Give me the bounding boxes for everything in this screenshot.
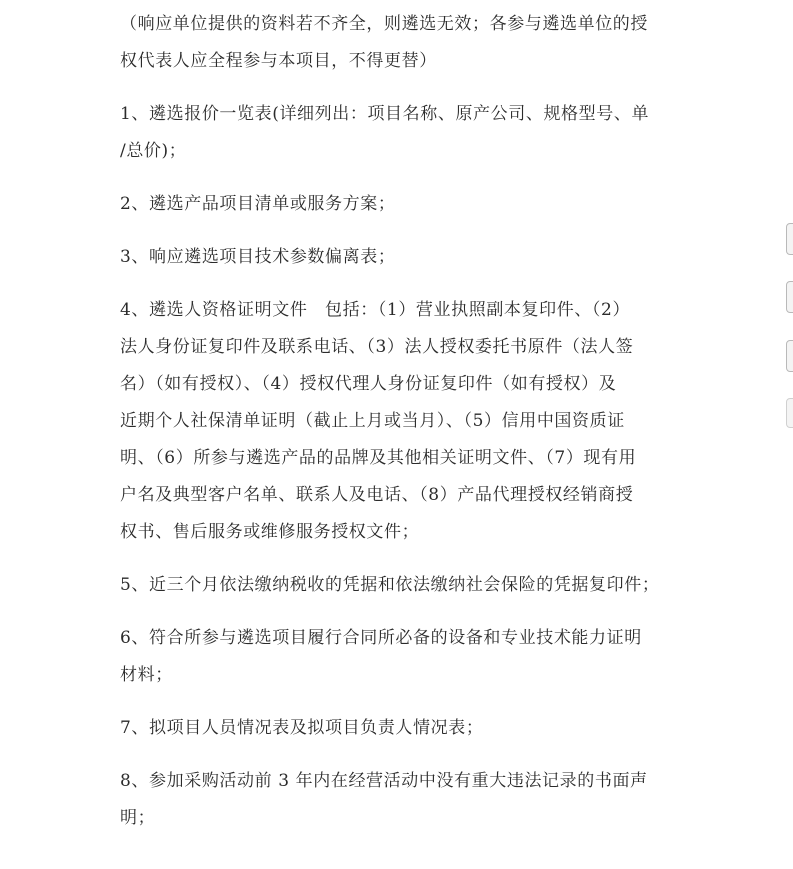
list-item-3 (120, 239, 680, 276)
side-tab-handle[interactable] (786, 281, 793, 313)
text-line: 4、遴选人资格证明文件 包括：（1）营业执照副本复印件、（2） (120, 300, 631, 320)
text-line: 6、符合所参与遴选项目履行合同所必备的设备和专业技术能力证明 (120, 628, 642, 648)
list-item-2 (120, 186, 680, 223)
text-line: 明； (120, 808, 156, 828)
text-line: 户名及典型客户名单、联系人及电话、（8）产品代理授权经销商授 (120, 485, 634, 505)
side-tab-handle[interactable] (786, 398, 793, 428)
text-line: 8、参加采购活动前 3 年内在经营活动中没有重大违法记录的书面声 (120, 771, 648, 791)
text-line: 明、（6）所参与遴选产品的品牌及其他相关证明文件、（7）现有用 (120, 448, 637, 468)
text-line: 法人身份证复印件及联系电话、（3）法人授权委托书原件（法人签 (120, 337, 634, 357)
notice-paragraph (120, 6, 680, 80)
text-line: 7、拟项目人员情况表及拟项目负责人情况表； (120, 718, 484, 738)
side-tab-handle[interactable] (786, 340, 793, 372)
text-line: 3、响应遴选项目技术参数偏离表； (120, 247, 396, 267)
side-tab-strip (785, 0, 793, 869)
side-tab-handle[interactable] (786, 223, 793, 255)
text-line: 权代表人应全程参与本项目，不得更替） (120, 51, 437, 71)
text-line: 2、遴选产品项目清单或服务方案； (120, 194, 396, 214)
text-line: 1、遴选报价一览表(详细列出：项目名称、原产公司、规格型号、单 (120, 104, 650, 124)
text-line: （响应单位提供的资料若不齐全，则遴选无效；各参与遴选单位的授 (120, 14, 648, 34)
text-line: 5、近三个月依法缴纳税收的凭据和依法缴纳社会保险的凭据复印件； (120, 575, 660, 595)
list-item-8 (120, 763, 680, 837)
document-body (120, 6, 680, 853)
list-item-1 (120, 96, 680, 170)
text-line: /总价)； (120, 141, 187, 161)
list-item-7 (120, 710, 680, 747)
list-item-6 (120, 620, 680, 694)
text-line: 名）（如有授权）、（4）授权代理人身份证复印件（如有授权）及 (120, 374, 617, 394)
text-line: 近期个人社保清单证明（截止上月或当月）、（5）信用中国资质证 (120, 411, 625, 431)
list-item-5 (120, 567, 680, 604)
text-line: 材料； (120, 665, 173, 685)
text-line: 权书、售后服务或维修服务授权文件； (120, 522, 420, 542)
list-item-4 (120, 292, 680, 551)
